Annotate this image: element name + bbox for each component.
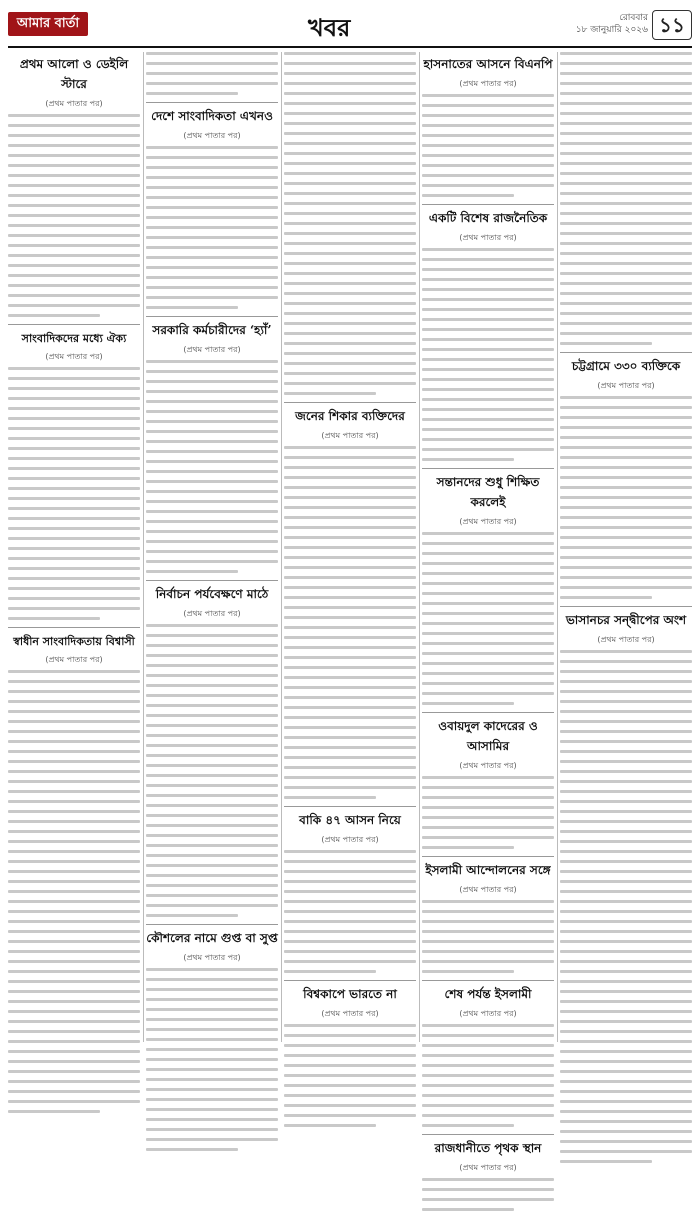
article-body: [422, 1024, 554, 1127]
page-header: [8, 10, 692, 46]
column-divider: [557, 52, 558, 1042]
article-divider: [284, 980, 416, 981]
headline: দেশে সাংবাদিকতা এখনও: [151, 109, 273, 123]
continuation-note: (প্রথম পাতার পর): [459, 1009, 517, 1018]
headline: প্রথম আলো ও ডেইলি স্টারে: [19, 57, 129, 91]
article-body: [422, 94, 554, 197]
article-divider: [422, 204, 554, 205]
article-body: [8, 114, 140, 317]
headline: ওবায়দুল কাদেরের ও আসামির: [438, 719, 538, 753]
article-body: [146, 624, 278, 917]
headline: ইসলামী আন্দোলনের সঙ্গে: [425, 863, 551, 877]
column-divider: [419, 52, 420, 1042]
headline: ভাসানচর সন্দ্বীপের অংশ: [565, 613, 687, 627]
headline: নির্বাচন পর্যবেক্ষণে মাঠে: [155, 587, 269, 601]
article-body: [284, 446, 416, 799]
article-body: [422, 900, 554, 973]
column-2: [146, 52, 278, 1042]
section-title: খবর: [308, 13, 351, 42]
continuation-note: (প্রথম পাতার পর): [183, 609, 241, 618]
article-divider: [422, 856, 554, 857]
article-body: [146, 968, 278, 1151]
article-body: [284, 52, 416, 395]
continuation-note: (প্রথম পাতার পর): [459, 517, 517, 526]
continuation-note: (প্রথম পাতার পর): [597, 635, 655, 644]
article-body: [8, 670, 140, 1113]
article-divider: [422, 1134, 554, 1135]
continuation-note: (প্রথম পাতার পর): [459, 1163, 517, 1172]
article-body: [284, 850, 416, 973]
article-body: [8, 367, 140, 620]
column-divider: [143, 52, 144, 1042]
article-divider: [422, 712, 554, 713]
article-body: [146, 52, 278, 95]
article-body: [560, 396, 692, 599]
headline: একটি বিশেষ রাজনৈতিক: [428, 211, 548, 225]
article-divider: [8, 627, 140, 628]
headline: শেষ পর্যন্ত ইসলামী: [444, 987, 532, 1001]
article-divider: [422, 468, 554, 469]
newspaper-logo: আমার বার্তা: [8, 12, 88, 36]
article-divider: [422, 980, 554, 981]
continuation-note: (প্রথম পাতার পর): [45, 655, 103, 664]
headline: বিশ্বকাপে ভারতে না: [303, 987, 397, 1001]
article-body: [422, 532, 554, 705]
article-divider: [146, 580, 278, 581]
article-divider: [284, 806, 416, 807]
article-body: [422, 776, 554, 849]
article-body: [422, 248, 554, 461]
headline: বাকি ৪৭ আসন নিয়ে: [299, 813, 401, 827]
headline: কৌশলের নামে গুপ্ত বা সুপ্ত: [146, 931, 278, 945]
article-body: [146, 360, 278, 573]
continuation-note: (প্রথম পাতার পর): [321, 835, 379, 844]
article-body: [284, 1024, 416, 1127]
continuation-note: (প্রথম পাতার পর): [183, 953, 241, 962]
article-divider: [146, 316, 278, 317]
header-rule: [8, 46, 692, 48]
date-label: ১৮ জানুয়ারি ২০২৬: [575, 25, 648, 35]
article-divider: [560, 352, 692, 353]
article-body: [422, 1178, 554, 1211]
column-divider: [281, 52, 282, 1042]
headline: চট্টগ্রামে ৩৩০ ব্যক্তিকে: [571, 359, 681, 373]
continuation-note: (প্রথম পাতার পর): [459, 233, 517, 242]
continuation-note: (প্রথম পাতার পর): [183, 131, 241, 140]
continuation-note: (প্রথম পাতার পর): [459, 885, 517, 894]
article-body: [146, 146, 278, 309]
continuation-note: (প্রথম পাতার পর): [321, 431, 379, 440]
continuation-note: (প্রথম পাতার পর): [45, 352, 103, 361]
column-4: [422, 52, 554, 1172]
article-divider: [284, 402, 416, 403]
article-divider: [560, 606, 692, 607]
continuation-note: (প্রথম পাতার পর): [45, 99, 103, 108]
article-divider: [146, 102, 278, 103]
continuation-note: (প্রথম পাতার পর): [321, 1009, 379, 1018]
column-3: [284, 52, 416, 1042]
headline: রাজধানীতে পৃথক স্থান: [434, 1141, 542, 1155]
column-5: [560, 52, 692, 1042]
headline: সন্তানদের শুধু শিক্ষিত করলেই: [436, 475, 540, 509]
continuation-note: (প্রথম পাতার পর): [459, 79, 517, 88]
page-number: ১১: [652, 10, 692, 40]
headline: জনের শিকার ব্যক্তিদের: [295, 409, 405, 423]
date-info: [528, 12, 648, 36]
continuation-note: (প্রথম পাতার পর): [597, 381, 655, 390]
headline: সাংবাদিকদের মধ্যে ঐক্য: [21, 332, 127, 345]
article-divider: [8, 324, 140, 325]
article-divider: [146, 924, 278, 925]
column-1: [8, 52, 140, 1042]
day-label: রোববার: [619, 13, 648, 23]
article-body: [560, 52, 692, 345]
continuation-note: (প্রথম পাতার পর): [459, 761, 517, 770]
headline: সরকারি কর্মচারীদের ‘হ্যাঁ’: [152, 323, 272, 337]
continuation-note: (প্রথম পাতার পর): [183, 345, 241, 354]
article-body: [560, 650, 692, 1163]
headline: স্বাধীন সাংবাদিকতায় বিশ্বাসী: [13, 635, 135, 648]
headline: হাসনাতের আসনে বিএনপি: [423, 57, 553, 71]
